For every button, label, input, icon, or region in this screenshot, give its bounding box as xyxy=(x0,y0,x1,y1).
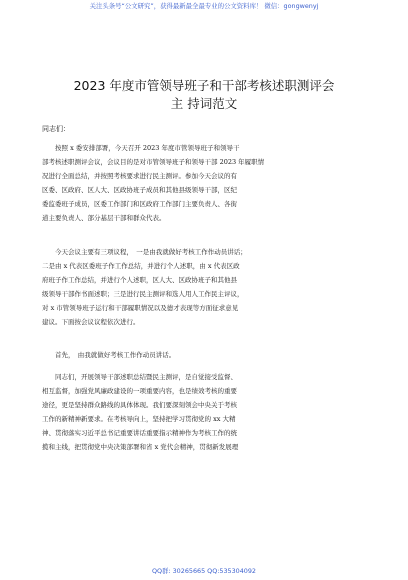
text-line: 神、贯彻落实习近平总书记重要讲话重要指示精神作为考核工作的统 xyxy=(42,429,237,437)
text-line: 区委、区政府、区人大、区政协班子成员和其他县级领导干部，区纪 xyxy=(42,186,237,194)
title-line-2: 主 持词范文 xyxy=(170,96,238,111)
text-line: 工作的新精神新要求。在考核导向上，坚持把学习贯彻党的 xx 大精 xyxy=(42,415,236,423)
text-line: 揽和主线，把贯彻党中央决策部署和省 x 党代会精神，贯彻新发展理 xyxy=(42,443,239,451)
text-line: 相互监督，加强党风廉政建设的一项重要内容，也是绩效考核的重要 xyxy=(42,387,237,395)
text-line: 同志们，开展领导干部述职总结暨民主测评，是自觉接受监督、 xyxy=(55,373,237,381)
paragraph-1 xyxy=(42,141,368,225)
text-line: 况进行全面总结，并按照考核要求进行民主测评。参加今天会议的有 xyxy=(42,172,237,180)
paragraph-4 xyxy=(42,370,368,454)
text-line: 今天会议主要有三项议程， 一是由我就做好考核工作作动员讲话； xyxy=(55,248,247,256)
footer-contact: QQ群: 30265665 QQ:535304092 xyxy=(151,567,256,575)
paragraph-2 xyxy=(42,245,368,329)
text-line: 级领导干部作书面述职；三是进行民主测评和选人用人工作民主评议， xyxy=(42,290,244,298)
text-line: 部考核述职测评会议，会议目的是对市管领导班子和领导干部 2023 年履职情 xyxy=(42,158,265,166)
text-line: 二是由 x 代表区委班子作工作总结，并进行个人述职，由 x 代表区政 xyxy=(42,262,240,270)
header-banner: 关注头条号“公文研究”，获得最新最全最专业的公文资料库！ 微信：gongwenyj xyxy=(89,2,319,10)
text-line: 途径，更是坚持群众路线的具体体现。我们要深刻领会中央关于考核 xyxy=(42,401,237,409)
text-line: 道主要负责人、部分基层干部和群众代表。 xyxy=(42,214,166,222)
text-line: 对 x 市管领导班子运行和干部履职情况以及德才表现等方面征求意见 xyxy=(42,304,239,312)
text-line: 建议。下面按会议议程依次进行。 xyxy=(42,318,140,326)
greeting: 同志们： xyxy=(42,125,70,133)
paragraph-3 xyxy=(42,348,368,362)
text-line: 首先， 由我就做好考核工作作动员讲话。 xyxy=(55,351,176,359)
text-line: 按照 x 委安排部署，今天召开 2023 年度市管领导班子和领导干 xyxy=(55,144,240,152)
text-line: 委监委班子成员，区委工作部门和区政府工作部门主要负责人、各街 xyxy=(42,200,237,208)
document-title xyxy=(30,77,378,113)
text-line: 府班子作工作总结，并进行个人述职，区人大、区政协班子和其他县 xyxy=(42,276,237,284)
title-line-1: 2023 年度市管领导班子和干部考核述职测评会 xyxy=(73,78,335,93)
